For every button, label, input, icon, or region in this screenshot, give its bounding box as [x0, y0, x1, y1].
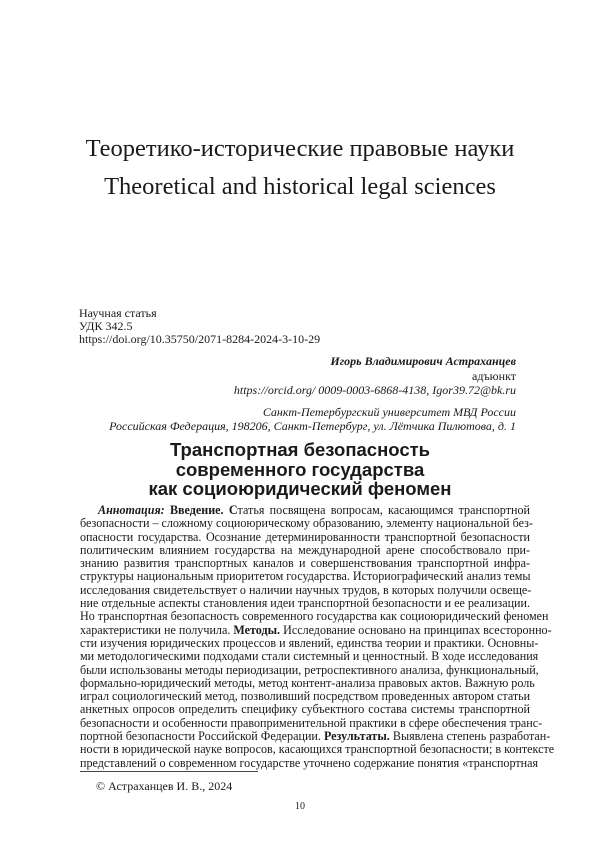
section-title-en: Theoretical and historical legal sciences: [104, 173, 496, 200]
abstract-line: ние отдельные аспекты становления идеи транспортной безопасности и ее реализации.: [80, 596, 531, 611]
doi-link[interactable]: https://doi.org/10.35750/2071-8284-2024-3-10-29: [79, 332, 321, 346]
author-name: Игорь Владимирович Астраханцев: [330, 354, 516, 368]
abstract-text: татья посвящена вопросам, касающимся транспортной: [237, 503, 530, 517]
abstract-line: формально-юридический методы, метод контент-анализа правовых актов. Важную роль: [80, 675, 535, 690]
abstract-label: Аннотация:: [98, 503, 165, 517]
abstract-line: [80, 622, 552, 637]
abstract-line: анкетных опросов определить специфику субъектного состава системы транспортной: [80, 702, 530, 717]
abstract-line: играл социологический метод, позволивший посредством проведенных автором статьи: [80, 689, 531, 704]
affiliation-line-2: Российская Федерация, 198206, Санкт-Петербург, ул. Лётчика Пилютова, д. 1: [109, 419, 516, 433]
abstract-text: Исследование основано на принципах всесторонно-: [283, 622, 552, 637]
abstract-line: сти изучения юридических процессов и явлений, единства теории и практики. Основны-: [80, 635, 539, 650]
author-contacts[interactable]: https://orcid.org/ 0009-0003-6868-4138, Igor39.72@bk.ru: [233, 383, 516, 397]
article-type: Научная статья: [79, 306, 157, 320]
copyright-notice: © Астраханцев И. В., 2024: [96, 779, 233, 793]
abstract-line: опасности государства. Осознание детерминированности транспортной безопасности: [80, 529, 530, 544]
abstract-line: [80, 504, 530, 517]
methods-label: Методы.: [233, 622, 281, 637]
drop-letter: С: [228, 503, 238, 517]
abstract-line: безопасности и особенности правоприменительной практики в сфере обеспечения транс-: [80, 715, 543, 730]
abstract-line: ми методологическими подходами стали системный и ценностный. В ходе исследования: [80, 649, 539, 664]
author-block: [234, 354, 516, 398]
abstract-line: исследования свидетельствует о наличии научных трудов, в которых получили освеще-: [80, 582, 532, 597]
results-label: Результаты.: [323, 729, 390, 744]
author-position: адъюнкт: [472, 368, 516, 383]
abstract-line: политическим влиянием государства на международной арене способствовало при-: [80, 542, 530, 557]
udc-code: УДК 342.5: [79, 319, 133, 333]
footnote-divider: [80, 771, 258, 772]
abstract-line: [80, 729, 551, 744]
abstract-line: безопасности – сложному социоюрическому образованию, элементу национальной без-: [80, 516, 533, 531]
abstract: [80, 503, 555, 770]
abstract-line: представлений о современном государстве уточнено содержание понятия «транспортная: [80, 755, 539, 770]
abstract-line: структуры национальным приоритетом государства. Историографический анализ темы: [80, 569, 531, 584]
article-title-line-3: как социоюридический феномен: [148, 478, 452, 499]
page-number: 10: [295, 801, 305, 812]
section-title-ru: Теоретико-исторические правовые науки: [85, 135, 515, 162]
article-title-line-1: Транспортная безопасность: [169, 439, 431, 460]
introduction-label: Введение.: [169, 503, 224, 517]
author-affiliation: [109, 405, 516, 433]
abstract-line: ности в юридической науке вопросов, касающихся транспортной безопасности; в контексте: [80, 742, 555, 757]
abstract-text: Выявлена степень разработан-: [392, 729, 551, 744]
abstract-line: Но транспортная безопасность современного государства как социоюридический феномен: [80, 609, 549, 624]
article-title-line-2: современного государства: [175, 458, 425, 480]
abstract-text: портной безопасности Российской Федерации.: [80, 729, 321, 744]
abstract-text: характеристики не получила.: [80, 622, 231, 637]
affiliation-line-1: Санкт-Петербургский университет МВД России: [262, 405, 516, 419]
abstract-line: были использованы методы периодизации, ретроспективного анализа, функциональный,: [80, 662, 539, 677]
article-title: [0, 440, 600, 499]
article-meta: [79, 307, 320, 346]
abstract-line: знанию развития транспортных каналов и совершенствования транспортной инфра-: [80, 556, 530, 571]
